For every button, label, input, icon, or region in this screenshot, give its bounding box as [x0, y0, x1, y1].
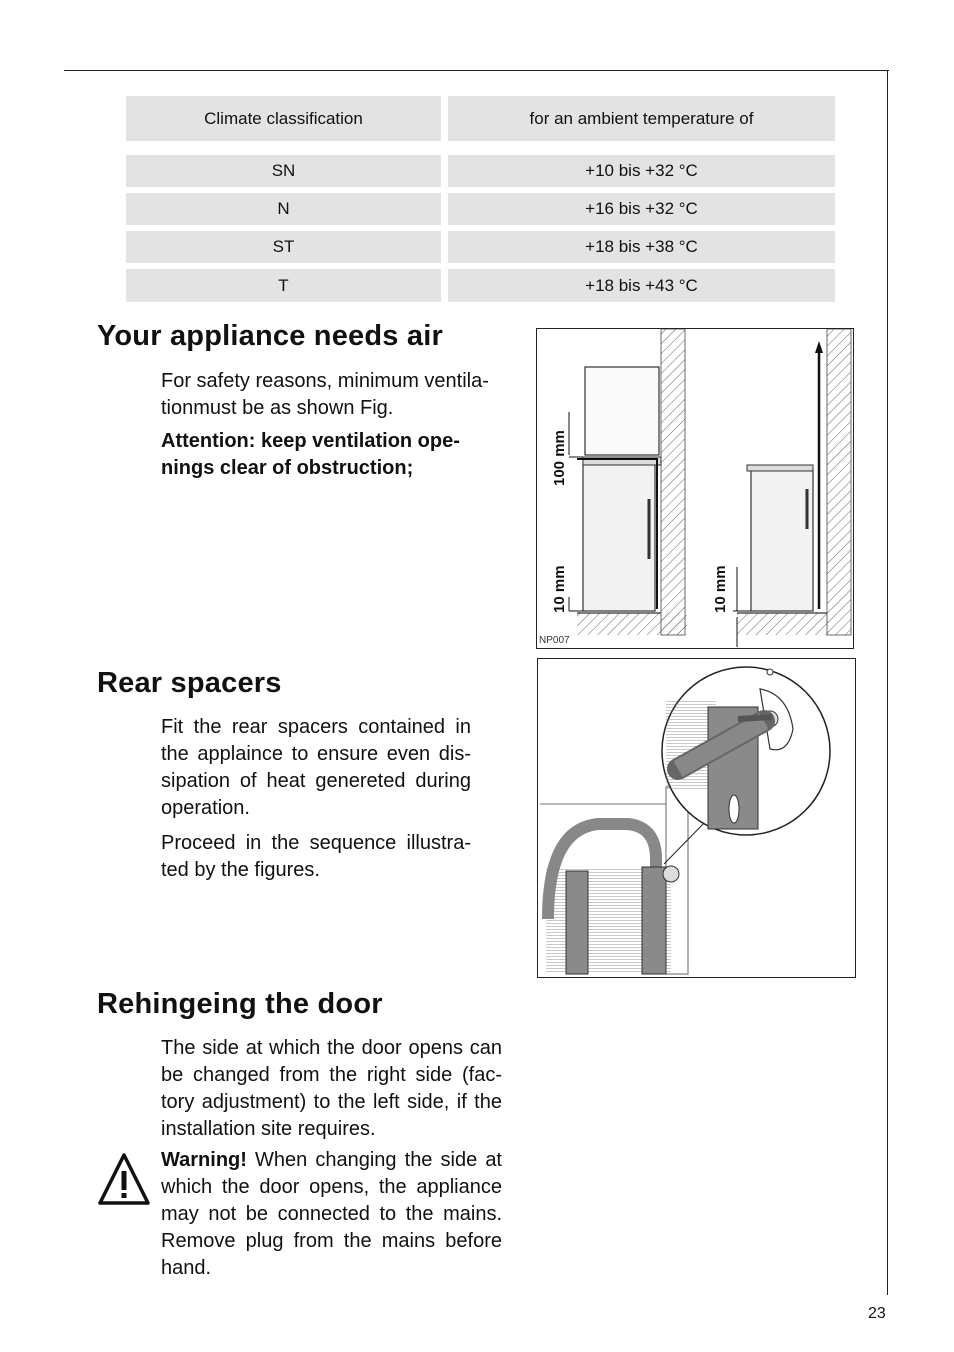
attention-line-2: nings clear of obstruction; — [161, 457, 414, 479]
top-rule — [64, 70, 889, 71]
warning-triangle-icon — [98, 1152, 150, 1206]
vent-label-10mm-left: 10 mm — [551, 565, 568, 613]
table-cell-range: +10 bis +32 °C — [448, 155, 835, 187]
warning-text: When changing the side at which the door opens, the appliance may not be connected to the mains. Remove plug from the mains before hand. — [161, 1149, 502, 1279]
table-cell-range: +18 bis +38 °C — [448, 231, 835, 263]
spacers-paragraph-1: Fit the rear spacers contained in the applaince to ensure even dis- sipation of heat genereted during operation. — [161, 716, 471, 819]
section-heading-door: Rehingeing the door — [97, 988, 383, 1020]
table-cell-class: SN — [126, 155, 441, 187]
air-line-1: For safety reasons, minimum ventila- — [161, 370, 489, 392]
table-cell-range: +18 bis +43 °C — [448, 269, 835, 302]
side-rule — [887, 70, 888, 1295]
ventilation-diagram — [537, 329, 852, 647]
table-cell-class: ST — [126, 231, 441, 263]
ventilation-figure — [536, 328, 854, 649]
figure-code: NP007 — [539, 635, 570, 646]
table-cell-class: N — [126, 193, 441, 225]
rear-spacer-figure — [537, 658, 856, 978]
table-header-temperature: for an ambient temperature of — [448, 96, 835, 141]
warning-paragraph — [161, 1147, 502, 1282]
spacers-paragraph-2: Proceed in the sequence illustra- ted by the figures. — [161, 832, 471, 881]
door-paragraph: The side at which the door opens can be changed from the right side (fac- tory adjustment) to the left side, if the installation site requires. — [161, 1037, 502, 1140]
vent-label-10mm-right: 10 mm — [712, 565, 729, 613]
table-header-classification: Climate classification — [126, 96, 441, 141]
air-paragraph — [161, 368, 506, 422]
vent-label-100mm: 100 mm — [551, 430, 568, 486]
section-heading-spacers: Rear spacers — [97, 667, 282, 699]
table-cell-range: +16 bis +32 °C — [448, 193, 835, 225]
warning-label: Warning! — [161, 1149, 247, 1171]
table-cell-class: T — [126, 269, 441, 302]
attention-note — [161, 428, 506, 482]
page-number: 23 — [868, 1305, 886, 1322]
section-heading-air: Your appliance needs air — [97, 320, 443, 352]
attention-line-1: Attention: keep ventilation ope- — [161, 430, 460, 452]
air-line-2: tionmust be as shown Fig. — [161, 397, 394, 419]
rear-spacer-illustration — [538, 659, 854, 976]
